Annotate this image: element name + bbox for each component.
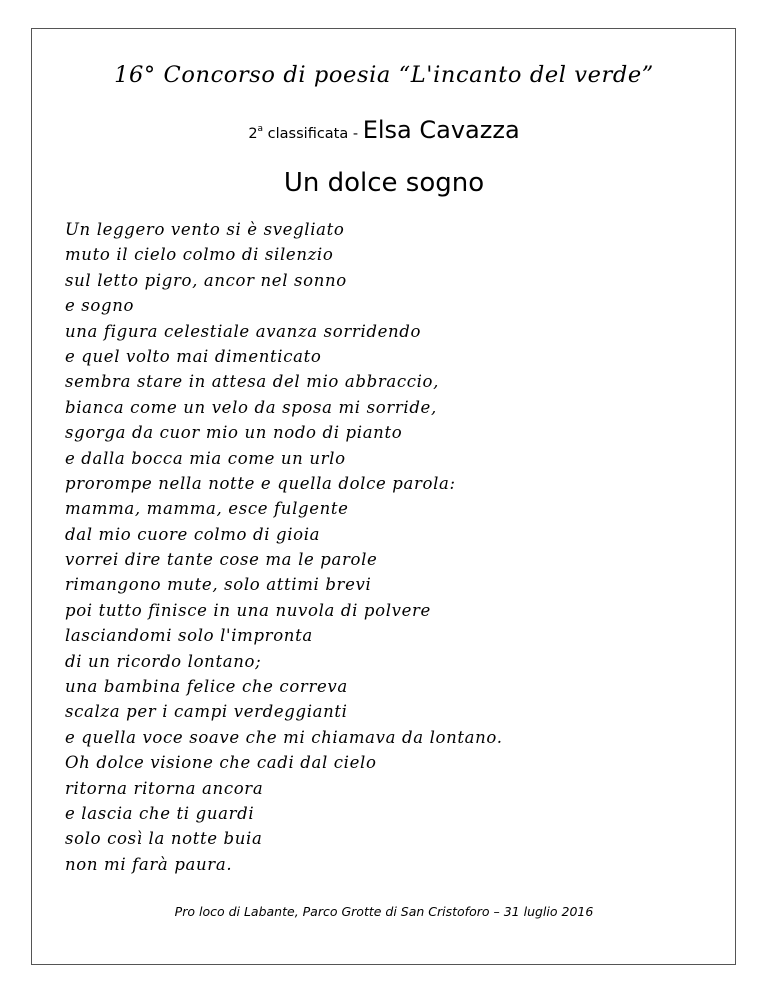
poem-line: e lascia che ti guardi	[65, 803, 255, 823]
placement-separator: -	[348, 126, 363, 142]
placement-rank: 2	[248, 126, 258, 142]
poem-line: Un leggero vento si è svegliato	[65, 220, 345, 239]
author-name: Elsa Cavazza	[362, 116, 520, 144]
poem-line: dal mio cuore colmo di gioia	[65, 524, 321, 544]
poem-line: vorrei dire tante cose ma le parole	[65, 550, 378, 570]
poem-line: ritorna ritorna ancora	[65, 778, 264, 798]
placement-label	[248, 126, 348, 142]
poem-line: e sogno	[65, 296, 135, 316]
poem-title: Un dolce sogno	[283, 168, 485, 198]
poem-line: una bambina felice che correva	[65, 677, 348, 697]
poem-line: solo così la notte buia	[65, 829, 263, 849]
poem-line: Oh dolce visione che cadi dal cielo	[65, 753, 377, 773]
poem-line: bianca come un velo da sposa mi sorride,	[65, 397, 437, 417]
footer-credit: Pro loco di Labante, Parco Grotte di San Cristoforo – 31 luglio 2016	[174, 904, 594, 919]
poem-line: sul letto pigro, ancor nel sonno	[65, 270, 347, 290]
placement-line	[0, 111, 768, 152]
poem-line: poi tutto finisce in una nuvola di polvere	[65, 600, 431, 620]
poem-line: muto il cielo colmo di silenzio	[65, 245, 334, 265]
poem-line: sgorga da cuor mio un nodo di pianto	[65, 423, 403, 443]
placement-rank-suffix: a	[257, 124, 264, 134]
contest-title: 16° Concorso di poesia “L'incanto del verde”	[114, 62, 654, 88]
poem-line: e quella voce soave che mi chiamava da lontano.	[65, 727, 503, 747]
poem-line: prorompe nella notte e quella dolce parola:	[65, 473, 456, 493]
poem-line: e quel volto mai dimenticato	[65, 346, 322, 366]
poem-line: non mi farà paura.	[65, 854, 233, 874]
poem-body	[65, 217, 705, 877]
placement-text: classificata	[267, 126, 349, 142]
poem-line: lasciandomi solo l'impronta	[65, 626, 313, 646]
poem-line: rimangono mute, solo attimi brevi	[65, 575, 372, 595]
poem-line: di un ricordo lontano;	[65, 651, 262, 671]
poem-line: e dalla bocca mia come un urlo	[65, 448, 346, 468]
poem-line: scalza per i campi verdeggianti	[65, 702, 348, 722]
poem-line: una figura celestiale avanza sorridendo	[65, 321, 422, 341]
poem-line: sembra stare in attesa del mio abbraccio,	[65, 372, 440, 392]
poem-line: mamma, mamma, esce fulgente	[65, 499, 349, 519]
